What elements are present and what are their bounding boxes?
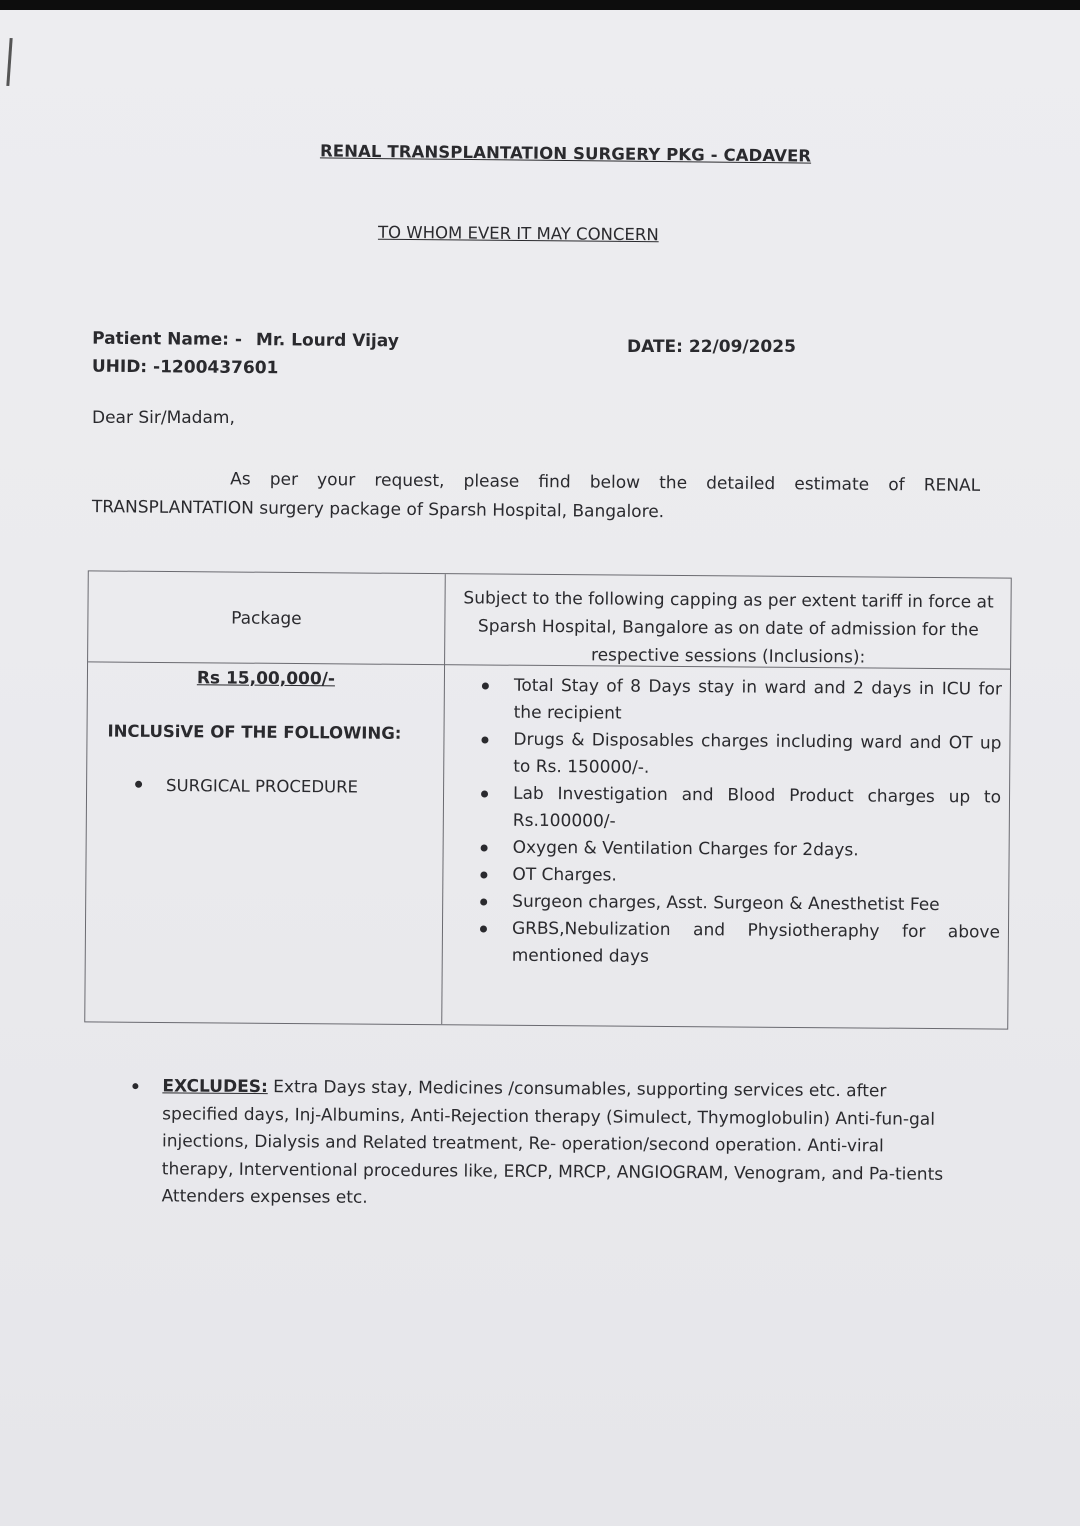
- document-title: RENAL TRANSPLANTATION SURGERY PKG - CADAVER: [319, 141, 812, 166]
- package-header: Package: [231, 608, 302, 630]
- bullet-icon: [481, 844, 488, 851]
- inclusive-item-label: SURGICAL PROCEDURE: [166, 776, 359, 797]
- inclusion-text: OT Charges.: [512, 864, 617, 886]
- intro-paragraph: As per your request, please find below the detailed estimate of RENAL TRANSPLANTATION surgery package of Sparsh Hospital, Bangalore.: [91, 469, 981, 523]
- inclusion-item: [473, 834, 1001, 865]
- package-amount: Rs 15,00,000/-: [196, 668, 336, 690]
- inclusions-list: [472, 672, 1002, 973]
- excludes-body: Extra Days stay, Medicines /consumables, supporting services etc. after specified days, Inj-Albumins, Anti-Rejection therapy (Simulect, Thymoglobulin) Anti-fun-gal injections, Dialysis and Related treatment, Re- operation/second operation. Anti-viral therapy, Interventional procedures like, ERCP, MRCP, ANGIOGRAM, Venogram, and Pa-tients Attenders expenses etc.: [161, 1077, 944, 1208]
- addressee-line: TO WHOM EVER IT MAY CONCERN: [377, 222, 659, 245]
- excludes-label: EXCLUDES:: [162, 1076, 268, 1098]
- document-date: DATE: 22/09/2025: [627, 337, 796, 357]
- salutation: Dear Sir/Madam,: [92, 408, 235, 428]
- package-table: [84, 570, 1012, 1029]
- inclusion-item: [472, 888, 1000, 919]
- inclusion-item: [473, 726, 1001, 784]
- patient-details: [92, 325, 399, 384]
- bullet-icon: [135, 781, 142, 788]
- patient-name-label: Patient Name: -: [92, 328, 243, 350]
- inclusion-text: Oxygen & Ventilation Charges for 2days.: [512, 837, 859, 861]
- excludes-text: [162, 1073, 951, 1216]
- inclusion-text: Total Stay of 8 Days stay in ward and 2 days in ICU for the recipient: [513, 675, 1002, 724]
- table-column-divider: [441, 574, 446, 1024]
- patient-name-row: [92, 325, 399, 356]
- inclusive-label: INCLUSiVE OF THE FOLLOWING:: [107, 721, 402, 743]
- bullet-icon: [482, 682, 489, 689]
- inclusion-item: [473, 780, 1001, 838]
- patient-name-value: Mr. Lourd Vijay: [255, 330, 399, 352]
- inclusion-item: [472, 915, 1000, 973]
- conditions-header: Subject to the following capping as per extent tariff in force at Sparsh Hospital, Bangalore as on date of admission for the respective sessions (Inclusions):: [463, 588, 994, 668]
- patient-uhid: UHID: -1200437601: [91, 356, 279, 379]
- bullet-icon: [481, 736, 488, 743]
- inclusion-text: Drugs & Disposables charges including ward and OT up to Rs. 150000/-.: [513, 729, 1002, 778]
- pen-mark: [6, 38, 12, 86]
- bullet-icon: [480, 898, 487, 905]
- inclusion-text: Surgeon charges, Asst. Surgeon & Anesthetist Fee: [512, 891, 940, 916]
- inclusion-item: [472, 861, 1000, 892]
- bullet-icon: [481, 790, 488, 797]
- inclusive-item: [135, 776, 358, 797]
- inclusion-item: [474, 672, 1002, 730]
- excludes-section: [130, 1073, 951, 1216]
- bullet-icon: [132, 1083, 138, 1089]
- inclusion-text: Lab Investigation and Blood Product charges up to Rs.100000/-: [512, 783, 1002, 832]
- bullet-icon: [480, 925, 487, 932]
- bullet-icon: [480, 871, 487, 878]
- inclusion-text: GRBS,Nebulization and Physiotheraphy for above mentioned days: [511, 918, 1001, 967]
- screen-top-bar: [0, 0, 1080, 10]
